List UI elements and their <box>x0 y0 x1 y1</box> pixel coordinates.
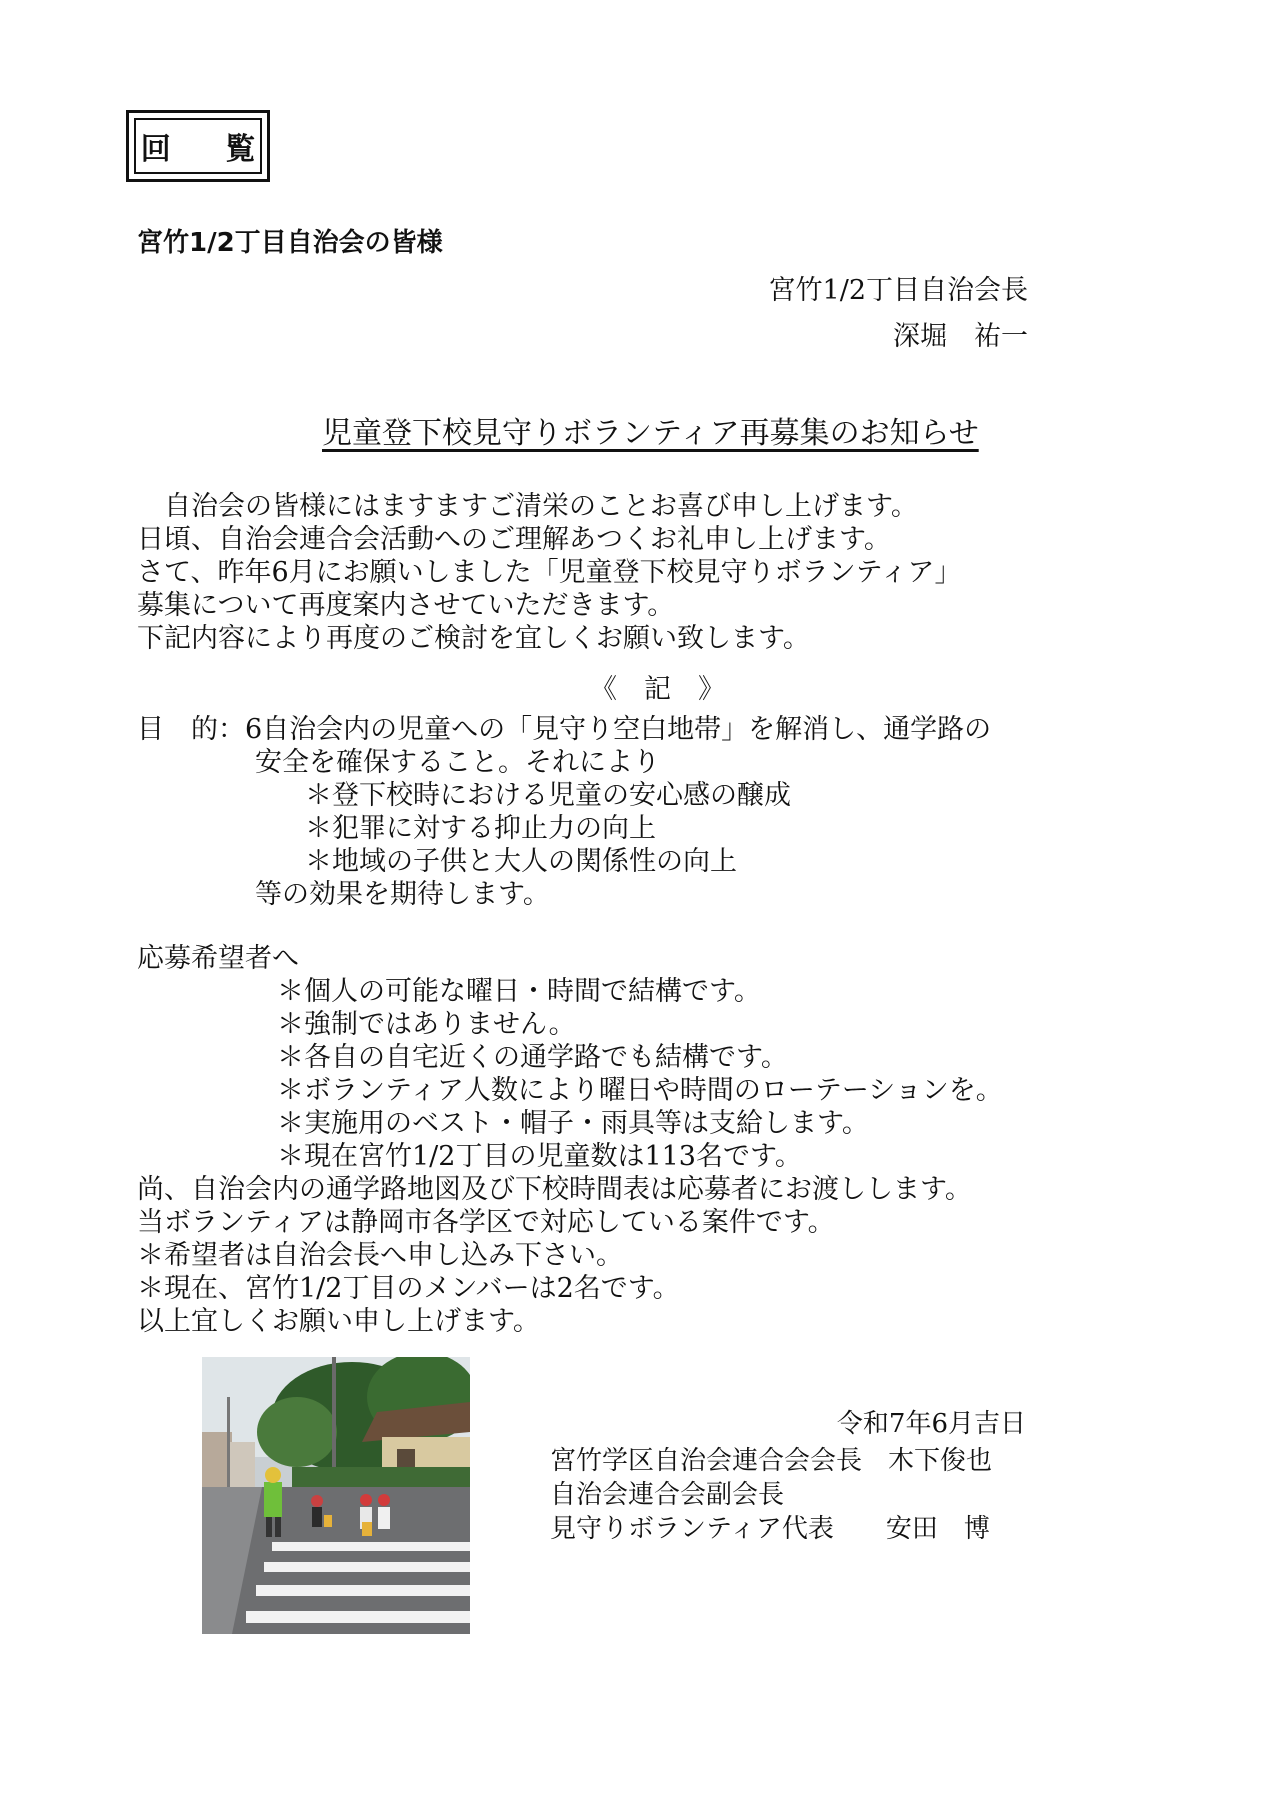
purpose-item: ＊地域の子供と大人の関係性の向上 <box>305 846 737 877</box>
kairan-stamp-label: 回 覧 <box>134 118 262 174</box>
intro-paragraph <box>137 490 961 655</box>
crosswalk-photo <box>202 1357 470 1634</box>
intro-line: さて、昨年6月にお願いしました「児童登下校見守りボランティア」 <box>137 557 962 588</box>
purpose-line: 安全を確保すること。それにより <box>255 747 660 778</box>
note-line: 尚、自治会内の通学路地図及び下校時間表は応募者にお渡しします。 <box>137 1174 972 1205</box>
intro-line: 日頃、自治会連合会活動へのご理解あつくお礼申し上げます。 <box>137 524 891 555</box>
signature-line: 自治会連合会副会長 <box>550 1480 785 1510</box>
sender-org: 宮竹1/2丁目自治会長 <box>768 275 1028 306</box>
signature-line: 見守りボランティア代表 安田 博 <box>550 1514 990 1544</box>
note-line: 当ボランティアは静岡市各学区で対応している案件です。 <box>137 1207 835 1238</box>
notes-section <box>137 1173 972 1338</box>
addressee: 宮竹1/2丁目自治会の皆様 <box>137 228 443 258</box>
applicant-item: ＊個人の可能な曜日・時間で結構です。 <box>277 976 761 1007</box>
applicant-item: ＊ボランティア人数により曜日や時間のローテーションを。 <box>277 1075 1003 1106</box>
applicant-item: ＊現在宮竹1/2丁目の児童数は113名です。 <box>277 1141 802 1172</box>
note-line: ＊希望者は自治会長へ申し込み下さい。 <box>137 1240 623 1271</box>
purpose-section <box>137 713 991 911</box>
applicant-item: ＊実施用のベスト・帽子・雨具等は支給します。 <box>277 1108 869 1139</box>
applicant-item: ＊各自の自宅近くの通学路でも結構です。 <box>277 1042 788 1073</box>
issue-date: 令和7年6月吉日 <box>836 1409 1026 1439</box>
note-line: 以上宜しくお願い申し上げます。 <box>137 1306 540 1337</box>
signature-line: 宮竹学区自治会連合会会長 木下俊也 <box>550 1446 993 1476</box>
applicants-section <box>137 942 1003 1173</box>
intro-line: 募集について再度案内させていただきます。 <box>137 590 675 621</box>
intro-line: 自治会の皆様にはますますご清栄のことお喜び申し上げます。 <box>137 491 918 522</box>
purpose-closing: 等の効果を期待します。 <box>255 879 550 910</box>
purpose-label: 目 的： <box>137 714 245 745</box>
purpose-item: ＊犯罪に対する抑止力の向上 <box>305 813 656 844</box>
purpose-item: ＊登下校時における児童の安心感の醸成 <box>305 780 791 811</box>
sender-name: 深堀 祐一 <box>893 321 1028 352</box>
document-title: 児童登下校見守りボランティア再募集のお知らせ <box>322 416 979 451</box>
note-line: ＊現在、宮竹1/2丁目のメンバーは2名です。 <box>137 1273 680 1304</box>
kairan-stamp <box>126 110 278 182</box>
intro-line: 下記内容により再度のご検討を宜しくお願い致します。 <box>137 623 810 654</box>
purpose-line: 6自治会内の児童への「見守り空白地帯」を解消し、通学路の <box>245 714 992 745</box>
applicant-item: ＊強制ではありません。 <box>277 1009 576 1040</box>
ki-heading: 《 記 》 <box>590 674 725 705</box>
applicants-heading: 応募希望者へ <box>137 943 299 974</box>
